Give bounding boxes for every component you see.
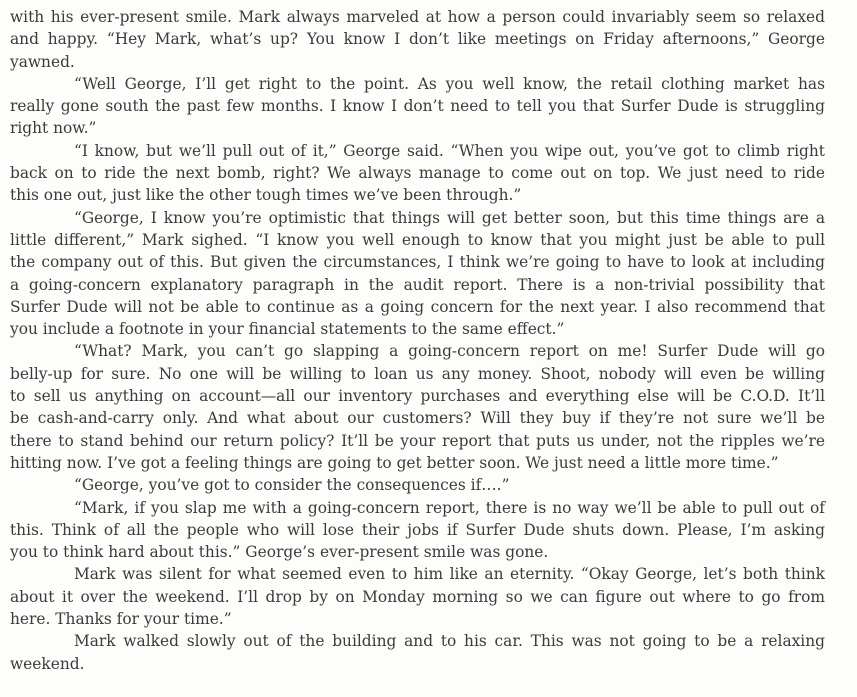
text-line: this. Think of all the people who will lose their jobs if Surfer Dude shuts down. Please, I’m asking	[10, 520, 825, 539]
text-line: to sell us anything on account—all our inventory purchases and everything else will be C.O.D. It’ll	[10, 387, 825, 406]
text-line: belly-up for sure. No one will be willing to loan us any money. Shoot, nobody will even be willing	[10, 364, 825, 383]
text-line: and happy. “Hey Mark, what’s up? You know I don’t like meetings on Friday afternoons,” George	[10, 30, 825, 49]
text-line: “What? Mark, you can’t go slapping a going-concern report on me! Surfer Dude will go	[74, 342, 825, 361]
text-line: yawned.	[10, 52, 75, 71]
text-line: “I know, but we’ll pull out of it,” George said. “When you wipe out, you’ve got to climb right	[74, 141, 825, 160]
text-line: little different,” Mark sighed. “I know you well enough to know that you might just be able to pull	[10, 230, 825, 249]
text-line: Mark walked slowly out of the building and to his car. This was not going to be a relaxing	[74, 632, 825, 651]
body-text	[10, 6, 825, 675]
text-line: Surfer Dude will not be able to continue as a going concern for the next year. I also recommend that	[10, 297, 825, 316]
text-line: weekend.	[10, 654, 85, 673]
text-line: you include a footnote in your financial statements to the same effect.”	[10, 320, 565, 339]
text-line: be cash-and-carry only. And what about our customers? Will they buy if they’re not sure we’ll be	[10, 409, 825, 428]
text-line: really gone south the past few months. I know I don’t need to tell you that Surfer Dude is struggling	[10, 97, 825, 116]
text-line: back on to ride the next bomb, right? We always manage to come out on top. We just need to ride	[10, 164, 825, 183]
text-line: “George, I know you’re optimistic that things will get better soon, but this time things are a	[74, 208, 825, 227]
text-line: there to stand behind our return policy? It’ll be your report that puts us under, not the ripples we’re	[10, 431, 825, 450]
text-line: a going-concern explanatory paragraph in the audit report. There is a non-trivial possibility that	[10, 275, 825, 294]
text-line: with his ever-present smile. Mark always marveled at how a person could invariably seem so relaxed	[10, 8, 825, 26]
text-line: right now.”	[10, 119, 97, 138]
text-line: about it over the weekend. I’ll drop by on Monday morning so we can figure out where to go from	[10, 587, 825, 606]
text-line: hitting now. I’ve got a feeling things are going to get better soon. We just need a little more time.”	[10, 453, 779, 472]
text-line: “Well George, I’ll get right to the point. As you well know, the retail clothing market has	[74, 74, 825, 93]
text-line: the company out of this. But given the circumstances, I think we’re going to have to look at including	[10, 253, 825, 272]
text-line: Mark was silent for what seemed even to him like an eternity. “Okay George, let’s both think	[74, 565, 825, 584]
text-line: this one out, just like the other tough times we’ve been through.”	[10, 186, 522, 205]
text-line: “Mark, if you slap me with a going-concern report, there is no way we’ll be able to pull out of	[74, 498, 825, 517]
text-line: you to think hard about this.” George’s ever-present smile was gone.	[10, 543, 549, 562]
text-line: “George, you’ve got to consider the consequences if….”	[74, 476, 510, 495]
text-line: here. Thanks for your time.”	[10, 610, 232, 629]
